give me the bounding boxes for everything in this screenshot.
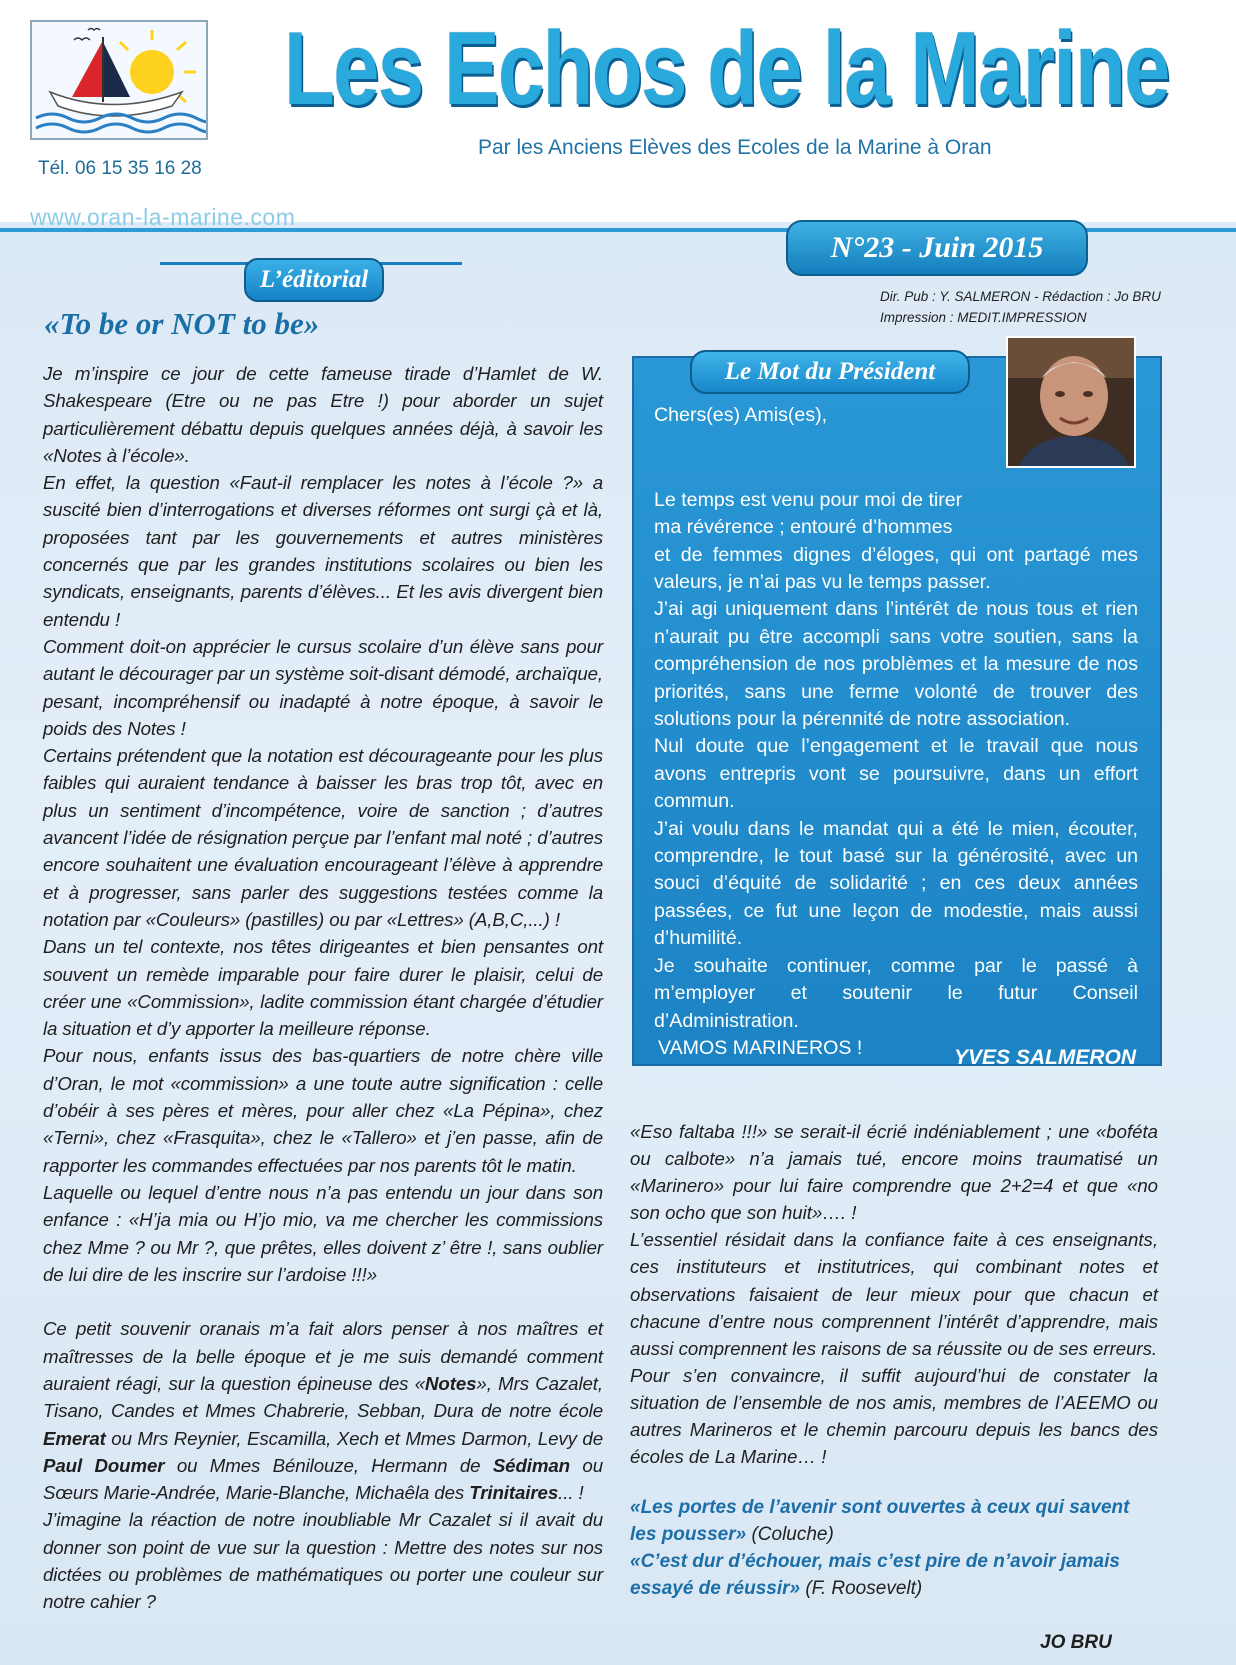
editorial-paragraph: Dans un tel contexte, nos têtes dirigeantes et bien pensantes ont souvent un remède imparable pour faire durer le plaisir, celui de créer une «Commission», ladite commission étant chargée d’étudier la situation et d’y apporter la meilleure réponse.	[43, 936, 603, 1040]
credits-line: Dir. Pub : Y. SALMERON - Rédaction : Jo BRU	[880, 289, 1161, 304]
bold-run: Emerat	[43, 1427, 106, 1449]
text-run: ... !	[558, 1482, 584, 1504]
president-badge: Le Mot du Président	[690, 350, 970, 394]
editorial-paragraph: Certains prétendent que la notation est décourageante pour les plus faibles qui auraient tendance à baisser les bras trop tôt, avec en plus un sentiment d’incompétence, voire de sanction ; d’autres avancent l’idée de résignation perçue par l’enfant mal noté ; d’autres encore souhaitent une évaluation encourageant l’élève à apprendre et à progresser, sans parler des suggestions testées comme la notation par «Couleurs» (pastilles) ou par «Lettres» (A,B,C,...) !	[43, 745, 603, 930]
president-line: Le temps est venu pour moi de tirer	[654, 488, 963, 511]
editorial-paragraph: Laquelle ou lequel d’entre nous n’a pas entendu un jour dans son enfance : «H’ja mia ou H’jo mio, va me chercher les commissions chez Mme ? ou Mr ?, que prêtes, elles doivent z’ être !, sans oublier de lui dire de les inscrire sur l’ardoise !!!»	[43, 1181, 603, 1285]
continuation-paragraph: L’essentiel résidait dans la confiance faite à ces enseignants, ces instituteurs et institutrices, qui combinant notes et observations faisaient de leur mieux pour que chacun et chacune d’entre nous comprennent l’intérêt d’apprendre, mais aussi comprennent les raisons de sa réussite ou de ses erreurs.	[630, 1229, 1158, 1359]
editorial-paragraph: Comment doit-on apprécier le cursus scolaire d’un élève sans pour autant le décourager par un système soit-disant démodé, archaïque, pesant, incompréhensif ou inadapté à notre époque, à savoir le poids des Notes !	[43, 635, 603, 739]
continuation-paragraph: Pour s’en convaincre, il suffit aujourd’hui de constater la situation de l’ensemble de nos amis, membres de l’AEEMO ou autres Marineros et le chemin parcouru depuis les bancs des écoles de La Marine… !	[630, 1364, 1158, 1468]
quote-author: (F. Roosevelt)	[800, 1578, 923, 1599]
text-run: ou Mmes Bénilouze, Hermann de	[164, 1454, 493, 1476]
paragraph-gap	[43, 1288, 603, 1315]
bold-run: Paul Doumer	[43, 1454, 165, 1476]
quotes	[630, 1494, 1158, 1602]
editorial-body	[43, 360, 603, 1616]
editorial-title: «To be or NOT to be»	[44, 306, 320, 341]
quote	[630, 1548, 1158, 1602]
masthead-title: Les Echos de la Marine	[284, 11, 1169, 127]
text-run: ou Mrs Reynier, Escamilla, Xech et Mmes Darmon, Levy de	[105, 1427, 603, 1449]
issue-badge: N°23 - Juin 2015	[786, 220, 1088, 276]
bold-run: Trinitaires	[469, 1482, 559, 1504]
greeting: Chers(es) Amis(es),	[654, 404, 828, 426]
author-signature: JO BRU	[1040, 1632, 1112, 1653]
credits-line: Impression : MEDIT.IMPRESSION	[880, 310, 1087, 325]
president-signature: YVES SALMERON	[953, 1046, 1136, 1069]
logo	[30, 20, 208, 140]
president-body	[654, 402, 1138, 1062]
editorial-paragraph: En effet, la question «Faut-il remplacer les notes à l’école ?» a suscité bien d’interrogations et diverses réformes ont surgi çà et là, proposées tant par les gouvernements et autres ministères concernés que par les grandes institutions scolaires ou bien les syndicats, enseignants, parents d’élèves... Et les avis divergent bien entendu !	[43, 472, 603, 630]
text-run: », Mrs Cazalet, Tisano, Candes et Mmes Chabrerie, Sebban, Dura de notre école	[43, 1372, 603, 1422]
president-paragraph: VAMOS MARINEROS !	[658, 1036, 863, 1059]
quote-text: «C’est dur d’échouer, mais c’est pire de n’avoir jamais essayé de réussir»	[630, 1551, 1120, 1599]
editorial-continuation	[630, 1118, 1158, 1470]
text-run: Ce petit souvenir oranais m’a fait alors penser à nos maîtres et maîtresses de la belle époque et je me suis demandé comment auraient réagi, sur la question épineuse des «	[43, 1318, 603, 1394]
editorial-paragraph: Je m’inspire ce jour de cette fameuse tirade d’Hamlet de W. Shakespeare (Etre ou ne pas Etre !) pour aborder un sujet particulièrement débattu depuis quelques années déjà, à savoir les «Notes à l’école».	[43, 363, 603, 466]
editorial-paragraph: J’imagine la réaction de notre inoubliable Mr Cazalet si il avait du donner son point de vue sur la question : Mettre des notes sur nos dictées ou problèmes de mathématiques ou porter une couleur sur notre cahier ?	[43, 1509, 603, 1613]
credits	[880, 286, 1161, 328]
president-paragraph: J’ai voulu dans le mandat qui a été le mien, écouter, comprendre, le tout basé sur la générosité, avec un souci d’équité de solidarité ; en ces deux années passées, ce fut une leçon de modestie, mais aussi d’humilité.	[654, 817, 1138, 950]
paragraph-gap	[654, 429, 1138, 459]
president-paragraph: Nul doute que l’engagement et le travail que nous avons entrepris vont se poursuivre, dans un effort commun.	[654, 735, 1138, 813]
president-paragraph: et de femmes dignes d’éloges, qui ont partagé mes valeurs, je n’ai pas vu le temps passer.	[654, 543, 1138, 594]
phone-number: Tél. 06 15 35 16 28	[38, 158, 202, 179]
editorial-paragraph	[43, 1315, 603, 1506]
president-paragraph: Je souhaite continuer, comme par le passé à m’employer et soutenir le futur Conseil d’Administration.	[654, 954, 1138, 1032]
president-paragraph: J’ai agi uniquement dans l’intérêt de nous tous et rien n’aurait pu être accompli sans votre soutien, sans la compréhension de nos problèmes et la mesure de nos priorités, sans une ferme volonté de trouver des solutions pour la pérennité de notre association.	[654, 598, 1138, 731]
paragraph-gap	[654, 459, 1138, 486]
editorial-paragraph: Pour nous, enfants issus des bas-quartiers de notre chère ville d’Oran, le mot «commission» a une toute autre signification : celle d’obéir à ses pères et mères, pour aller chez «La Pépina», chez «Terni», chez «Frasquita», chez le «Tallero» et j’en passe, afin de rapporter les commandes effectuées par nos parents tôt le matin.	[43, 1045, 603, 1176]
quote	[630, 1494, 1158, 1548]
bold-run: Notes	[425, 1372, 477, 1394]
text-run: ou Sœurs Marie-Andrée, Marie-Blanche, Michaêla des	[43, 1454, 603, 1504]
president-line: ma révérence ; entouré d’hommes	[654, 516, 953, 539]
editorial-badge: L’éditorial	[244, 258, 384, 302]
logo-illustration	[32, 22, 208, 140]
tagline: Par les Anciens Elèves des Ecoles de la Marine à Oran	[478, 136, 992, 159]
website-link[interactable]: www.oran-la-marine.com	[30, 204, 296, 230]
quote-text: «Les portes de l’avenir sont ouvertes à ceux qui savent les pousser»	[630, 1497, 1130, 1545]
continuation-paragraph: «Eso faltaba !!!» se serait-il écrié indéniablement ; une «boféta ou calbote» n’a jamais tué, encore moins traumatisé un «Marinero» pour lui faire comprendre que 2+2=4 et que «no son ocho que son huit»…. !	[630, 1121, 1158, 1224]
bold-run: Sédiman	[492, 1454, 571, 1476]
quote-author: (Coluche)	[746, 1524, 834, 1545]
